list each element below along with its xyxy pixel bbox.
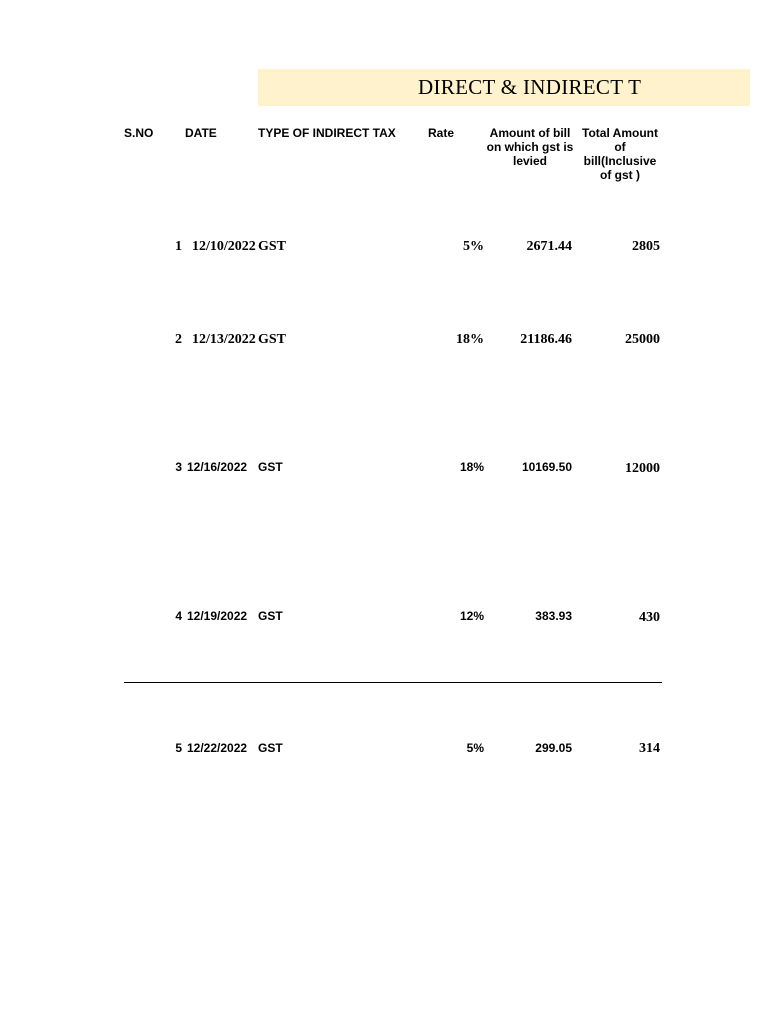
row-1-rate: 5% <box>463 239 484 254</box>
row-3-amount: 10169.50 <box>521 460 572 474</box>
row-3-sno: 3 <box>175 460 182 474</box>
row-5-rate: 5% <box>466 741 484 755</box>
row-3-type: GST <box>258 460 283 474</box>
header-type: TYPE OF INDIRECT TAX <box>258 126 396 140</box>
header-sno: S.NO <box>124 126 154 140</box>
header-total: Total Amount of bill(Inclusive of gst ) <box>582 126 658 182</box>
row-1-date: 12/10/2022 <box>192 239 256 254</box>
row-2-amount: 21186.46 <box>520 332 572 347</box>
row-3-rate: 18% <box>459 460 484 474</box>
row-1-total: 2805 <box>632 239 660 254</box>
header-rate: Rate <box>428 126 455 140</box>
sheet-title: DIRECT & INDIRECT T <box>418 75 642 99</box>
row-2-type: GST <box>258 332 287 347</box>
row-4-amount: 383.93 <box>535 609 572 623</box>
row-1-sno: 1 <box>175 239 182 254</box>
header-amount: Amount of bill on which gst is levied <box>486 126 574 168</box>
title-clip <box>258 69 662 106</box>
row-5-sno: 5 <box>175 741 182 755</box>
row-4-total: 430 <box>639 610 660 625</box>
row-2-rate: 18% <box>456 332 484 347</box>
row-4-sno: 4 <box>175 609 182 623</box>
row-5-type: GST <box>258 741 283 755</box>
row-2-sno: 2 <box>175 332 182 347</box>
header-date: DATE <box>185 126 217 140</box>
row-4-rate: 12% <box>459 609 484 623</box>
row-4-date: 12/19/2022 <box>187 609 248 623</box>
row-5-total: 314 <box>639 741 660 756</box>
row-4-type: GST <box>258 609 283 623</box>
row-1-type: GST <box>258 239 287 254</box>
row-3-date: 12/16/2022 <box>187 460 248 474</box>
table-divider <box>124 682 662 683</box>
row-3-total: 12000 <box>625 461 660 476</box>
row-5-amount: 299.05 <box>535 741 572 755</box>
row-2-total: 25000 <box>625 332 660 347</box>
row-1-amount: 2671.44 <box>526 239 572 254</box>
row-5-date: 12/22/2022 <box>187 741 248 755</box>
row-2-date: 12/13/2022 <box>192 332 256 347</box>
